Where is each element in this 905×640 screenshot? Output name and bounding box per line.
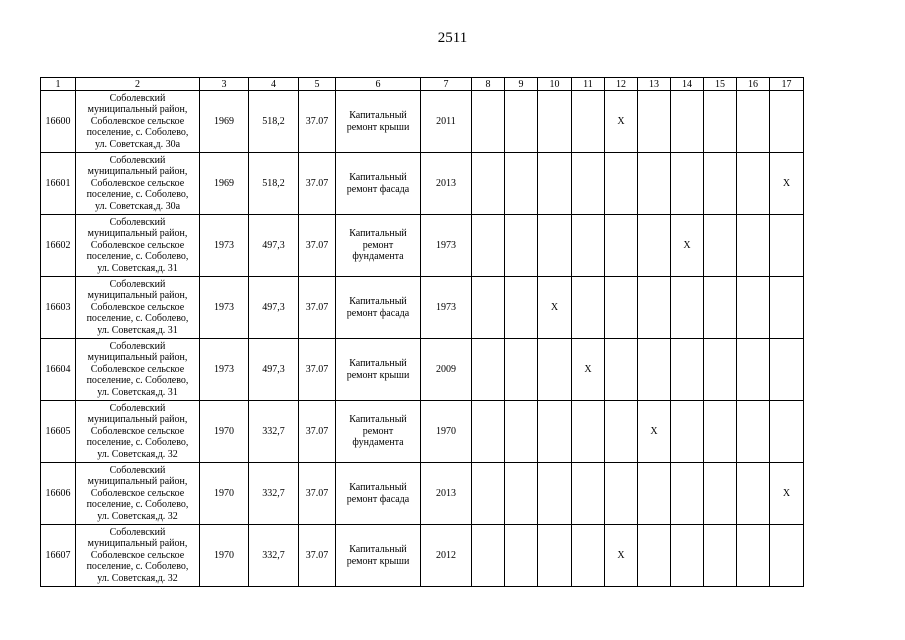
- row-id-cell: 16606: [41, 463, 76, 525]
- empty-cell: [737, 153, 770, 215]
- empty-cell: [505, 277, 538, 339]
- column-header: 1: [41, 78, 76, 91]
- address-cell: Соболевский муниципальный район, Соболевское сельское поселение, с. Соболево, ул. Советская,д. 32: [76, 401, 200, 463]
- work-year-cell: 2012: [421, 525, 472, 587]
- rate-cell: 37.07: [299, 339, 336, 401]
- build-year-cell: 1973: [200, 277, 249, 339]
- column-header: 13: [638, 78, 671, 91]
- empty-cell: [538, 91, 572, 153]
- empty-cell: [704, 215, 737, 277]
- work-year-cell: 2009: [421, 339, 472, 401]
- empty-cell: [704, 91, 737, 153]
- empty-cell: [638, 153, 671, 215]
- empty-cell: [505, 339, 538, 401]
- work-year-cell: 2013: [421, 463, 472, 525]
- empty-cell: [538, 339, 572, 401]
- work-type-cell: Капитальный ремонт фасада: [336, 153, 421, 215]
- work-type-cell: Капитальный ремонт крыши: [336, 525, 421, 587]
- registry-table: [40, 77, 804, 587]
- column-header: 6: [336, 78, 421, 91]
- empty-cell: [472, 525, 505, 587]
- empty-cell: [505, 525, 538, 587]
- row-id-cell: 16605: [41, 401, 76, 463]
- empty-cell: [572, 463, 605, 525]
- empty-cell: [671, 401, 704, 463]
- build-year-cell: 1970: [200, 463, 249, 525]
- empty-cell: [737, 339, 770, 401]
- page-number: 2511: [437, 30, 468, 46]
- empty-cell: [572, 525, 605, 587]
- empty-cell: [737, 277, 770, 339]
- empty-cell: [638, 525, 671, 587]
- column-header: 10: [538, 78, 572, 91]
- table-row: [41, 401, 804, 463]
- empty-cell: [770, 525, 804, 587]
- address-cell: Соболевский муниципальный район, Соболевское сельское поселение, с. Соболево, ул. Советская,д. 30а: [76, 91, 200, 153]
- work-year-cell: 1970: [421, 401, 472, 463]
- work-year-cell: 1973: [421, 277, 472, 339]
- area-cell: 497,3: [249, 339, 299, 401]
- area-cell: 518,2: [249, 153, 299, 215]
- column-header: 4: [249, 78, 299, 91]
- column-header: 3: [200, 78, 249, 91]
- empty-cell: [472, 463, 505, 525]
- empty-cell: [671, 525, 704, 587]
- mark-cell: Х: [638, 401, 671, 463]
- mark-cell: Х: [572, 339, 605, 401]
- column-header: 15: [704, 78, 737, 91]
- row-id-cell: 16602: [41, 215, 76, 277]
- empty-cell: [605, 339, 638, 401]
- work-type-cell: Капитальный ремонт фасада: [336, 463, 421, 525]
- work-year-cell: 1973: [421, 215, 472, 277]
- build-year-cell: 1973: [200, 339, 249, 401]
- empty-cell: [605, 277, 638, 339]
- area-cell: 497,3: [249, 277, 299, 339]
- empty-cell: [638, 91, 671, 153]
- empty-cell: [472, 153, 505, 215]
- column-header: 2: [76, 78, 200, 91]
- empty-cell: [572, 153, 605, 215]
- empty-cell: [505, 463, 538, 525]
- column-header: 12: [605, 78, 638, 91]
- empty-cell: [770, 401, 804, 463]
- row-id-cell: 16607: [41, 525, 76, 587]
- work-type-cell: Капитальный ремонт крыши: [336, 339, 421, 401]
- address-cell: Соболевский муниципальный район, Соболевское сельское поселение, с. Соболево, ул. Советская,д. 31: [76, 215, 200, 277]
- empty-cell: [770, 91, 804, 153]
- empty-cell: [472, 215, 505, 277]
- row-id-cell: 16604: [41, 339, 76, 401]
- column-header: 5: [299, 78, 336, 91]
- empty-cell: [770, 339, 804, 401]
- empty-cell: [671, 463, 704, 525]
- build-year-cell: 1969: [200, 153, 249, 215]
- row-id-cell: 16601: [41, 153, 76, 215]
- empty-cell: [704, 153, 737, 215]
- work-year-cell: 2011: [421, 91, 472, 153]
- build-year-cell: 1973: [200, 215, 249, 277]
- empty-cell: [671, 277, 704, 339]
- table-row: [41, 215, 804, 277]
- address-cell: Соболевский муниципальный район, Соболевское сельское поселение, с. Соболево, ул. Советская,д. 30а: [76, 153, 200, 215]
- empty-cell: [572, 215, 605, 277]
- empty-cell: [737, 401, 770, 463]
- empty-cell: [671, 339, 704, 401]
- mark-cell: Х: [605, 91, 638, 153]
- mark-cell: Х: [770, 153, 804, 215]
- registry-body: [41, 91, 804, 587]
- empty-cell: [737, 463, 770, 525]
- table-row: [41, 277, 804, 339]
- empty-cell: [605, 215, 638, 277]
- empty-cell: [638, 215, 671, 277]
- empty-cell: [638, 277, 671, 339]
- column-header: 7: [421, 78, 472, 91]
- empty-cell: [572, 277, 605, 339]
- build-year-cell: 1970: [200, 525, 249, 587]
- empty-cell: [704, 401, 737, 463]
- rate-cell: 37.07: [299, 215, 336, 277]
- empty-cell: [572, 91, 605, 153]
- empty-cell: [671, 153, 704, 215]
- empty-cell: [704, 277, 737, 339]
- empty-cell: [472, 401, 505, 463]
- rate-cell: 37.07: [299, 525, 336, 587]
- row-id-cell: 16603: [41, 277, 76, 339]
- build-year-cell: 1970: [200, 401, 249, 463]
- work-type-cell: Капитальный ремонт крыши: [336, 91, 421, 153]
- rate-cell: 37.07: [299, 401, 336, 463]
- table-row: [41, 339, 804, 401]
- column-header: 8: [472, 78, 505, 91]
- area-cell: 518,2: [249, 91, 299, 153]
- work-type-cell: Капитальный ремонт фасада: [336, 277, 421, 339]
- empty-cell: [770, 215, 804, 277]
- empty-cell: [505, 215, 538, 277]
- address-cell: Соболевский муниципальный район, Соболевское сельское поселение, с. Соболево, ул. Советская,д. 32: [76, 525, 200, 587]
- empty-cell: [538, 215, 572, 277]
- empty-cell: [638, 339, 671, 401]
- row-id-cell: 16600: [41, 91, 76, 153]
- mark-cell: Х: [605, 525, 638, 587]
- empty-cell: [505, 401, 538, 463]
- table-row: [41, 153, 804, 215]
- build-year-cell: 1969: [200, 91, 249, 153]
- empty-cell: [472, 91, 505, 153]
- empty-cell: [737, 215, 770, 277]
- empty-cell: [538, 401, 572, 463]
- column-header: 11: [572, 78, 605, 91]
- mark-cell: Х: [671, 215, 704, 277]
- work-type-cell: Капитальный ремонт фундамента: [336, 215, 421, 277]
- column-header: 9: [505, 78, 538, 91]
- area-cell: 332,7: [249, 525, 299, 587]
- column-header: 16: [737, 78, 770, 91]
- column-header: 14: [671, 78, 704, 91]
- empty-cell: [538, 463, 572, 525]
- empty-cell: [737, 525, 770, 587]
- mark-cell: Х: [770, 463, 804, 525]
- empty-cell: [704, 525, 737, 587]
- work-type-cell: Капитальный ремонт фундамента: [336, 401, 421, 463]
- empty-cell: [472, 339, 505, 401]
- table-row: [41, 91, 804, 153]
- empty-cell: [704, 463, 737, 525]
- column-number-row: [41, 78, 804, 91]
- area-cell: 332,7: [249, 463, 299, 525]
- empty-cell: [638, 463, 671, 525]
- empty-cell: [605, 401, 638, 463]
- area-cell: 497,3: [249, 215, 299, 277]
- area-cell: 332,7: [249, 401, 299, 463]
- address-cell: Соболевский муниципальный район, Соболевское сельское поселение, с. Соболево, ул. Советская,д. 32: [76, 463, 200, 525]
- empty-cell: [572, 401, 605, 463]
- rate-cell: 37.07: [299, 277, 336, 339]
- work-year-cell: 2013: [421, 153, 472, 215]
- empty-cell: [605, 463, 638, 525]
- address-cell: Соболевский муниципальный район, Соболевское сельское поселение, с. Соболево, ул. Советская,д. 31: [76, 339, 200, 401]
- empty-cell: [505, 153, 538, 215]
- empty-cell: [472, 277, 505, 339]
- empty-cell: [538, 525, 572, 587]
- table-row: [41, 525, 804, 587]
- empty-cell: [538, 153, 572, 215]
- empty-cell: [605, 153, 638, 215]
- rate-cell: 37.07: [299, 153, 336, 215]
- table-row: [41, 463, 804, 525]
- empty-cell: [505, 91, 538, 153]
- empty-cell: [671, 91, 704, 153]
- mark-cell: Х: [538, 277, 572, 339]
- empty-cell: [770, 277, 804, 339]
- empty-cell: [737, 91, 770, 153]
- rate-cell: 37.07: [299, 463, 336, 525]
- address-cell: Соболевский муниципальный район, Соболевское сельское поселение, с. Соболево, ул. Советская,д. 31: [76, 277, 200, 339]
- empty-cell: [704, 339, 737, 401]
- column-header: 17: [770, 78, 804, 91]
- rate-cell: 37.07: [299, 91, 336, 153]
